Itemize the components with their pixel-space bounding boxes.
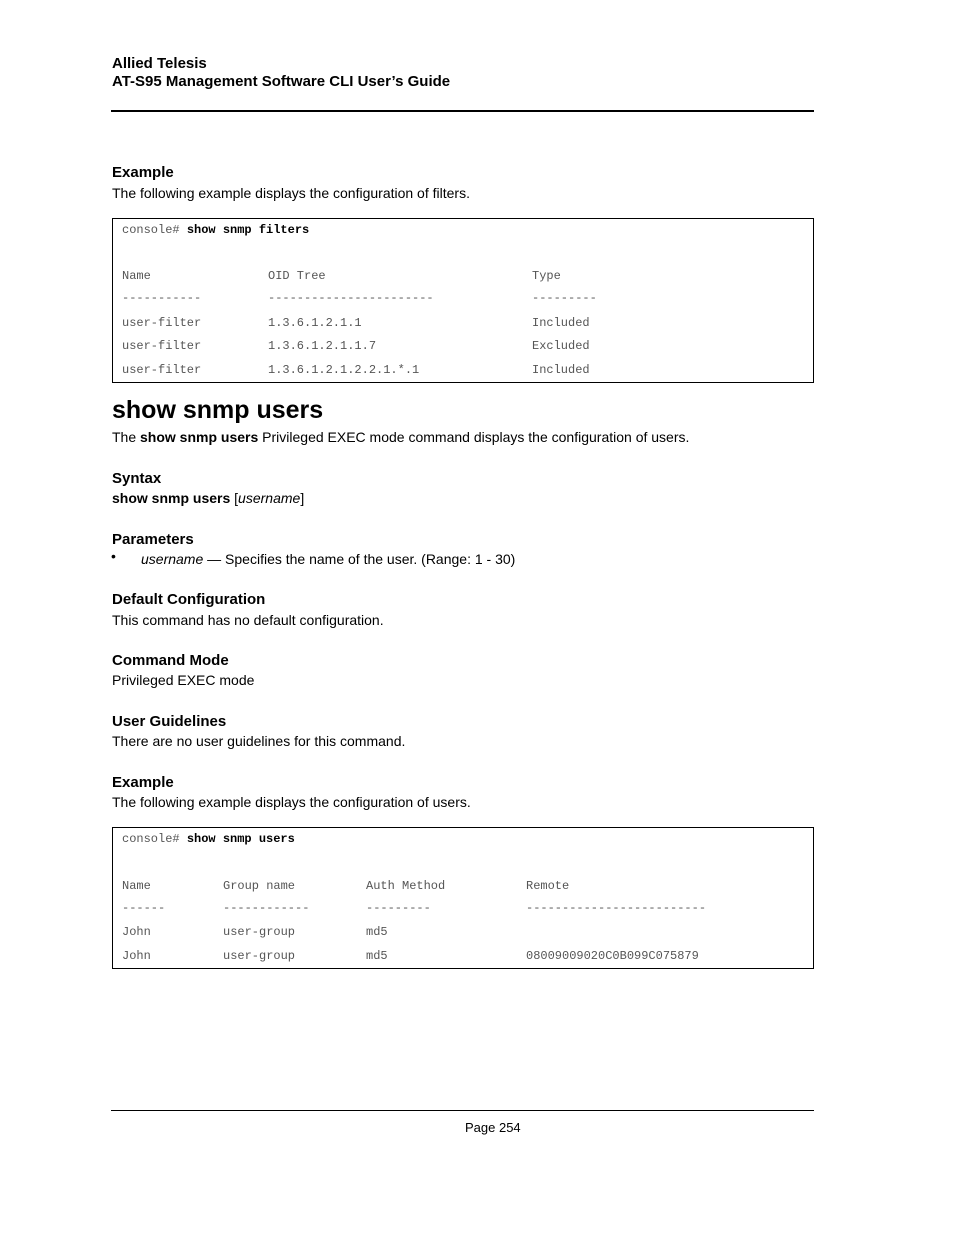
column-header: Group name (223, 879, 296, 893)
table-cell: Included (532, 316, 590, 330)
parameter-description: — Specifies the name of the user. (Range: 1 - 30) (203, 551, 516, 567)
table-cell: user-group (223, 925, 296, 939)
page-number: Page 254 (465, 1120, 521, 1135)
default-config-text: This command has no default configuration. (112, 612, 384, 628)
table-cell: user-filter (122, 316, 202, 330)
table-cell: 1.3.6.1.2.1.1 (268, 316, 362, 330)
section-title: show snmp users (112, 396, 324, 424)
table-cell: John (122, 925, 151, 939)
user-guidelines-text: There are no user guidelines for this command. (112, 733, 406, 749)
command-mode-heading: Command Mode (112, 652, 229, 669)
prompt: console# (122, 223, 180, 237)
guide-title: AT-S95 Management Software CLI User’s Guide (112, 73, 451, 90)
code-block-filters (112, 218, 814, 383)
column-divider: ----------- (122, 291, 202, 305)
syntax-line (112, 490, 304, 506)
column-divider: ------------ (223, 901, 310, 915)
table-cell: 08009009020C0B099C075879 (526, 949, 699, 963)
table-cell: user-group (223, 949, 296, 963)
table-cell: 1.3.6.1.2.1.2.2.1.*.1 (268, 363, 420, 377)
prompt: console# (122, 832, 180, 846)
bullet-icon: • (111, 548, 116, 564)
table-cell: md5 (366, 925, 388, 939)
column-divider: ------ (122, 901, 166, 915)
parameter-name: username (141, 551, 204, 567)
intro-command: show snmp users (140, 429, 259, 445)
example-text: The following example displays the configuration of users. (112, 794, 471, 810)
syntax-bracket-open: [ (230, 490, 239, 506)
command: show snmp users (186, 832, 295, 846)
table-cell: user-filter (122, 339, 202, 353)
column-divider: --------- (532, 291, 597, 305)
intro-paragraph (112, 429, 689, 445)
table-cell: John (122, 949, 151, 963)
parameter-item (141, 551, 515, 567)
column-header: OID Tree (268, 269, 326, 283)
command-line (122, 832, 295, 846)
syntax-bracket-close: ] (300, 490, 305, 506)
example-heading: Example (112, 774, 174, 791)
column-header: Type (532, 269, 561, 283)
command-mode-text: Privileged EXEC mode (112, 672, 255, 688)
column-divider: ------------------------- (526, 901, 707, 915)
column-divider: --------- (366, 901, 431, 915)
column-header: Name (122, 879, 151, 893)
command: show snmp filters (186, 223, 310, 237)
column-divider: ----------------------- (268, 291, 434, 305)
parameters-heading: Parameters (112, 531, 194, 548)
command-line (122, 223, 309, 237)
column-header: Auth Method (366, 879, 446, 893)
intro-suffix: Privileged EXEC mode command displays the configuration of users. (258, 429, 690, 445)
syntax-command: show snmp users (112, 490, 231, 506)
header-rule (111, 110, 814, 112)
intro-prefix: The (112, 429, 141, 445)
syntax-heading: Syntax (112, 470, 162, 487)
default-config-heading: Default Configuration (112, 591, 266, 608)
syntax-argument: username (238, 490, 301, 506)
code-block-users (112, 827, 814, 969)
table-cell: 1.3.6.1.2.1.1.7 (268, 339, 377, 353)
footer-rule (111, 1110, 814, 1111)
table-cell: Excluded (532, 339, 590, 353)
example-text: The following example displays the configuration of filters. (112, 185, 470, 201)
example-heading: Example (112, 164, 174, 181)
company-name: Allied Telesis (112, 55, 207, 72)
column-header: Name (122, 269, 151, 283)
table-cell: user-filter (122, 363, 202, 377)
column-header: Remote (526, 879, 570, 893)
user-guidelines-heading: User Guidelines (112, 713, 227, 730)
table-cell: md5 (366, 949, 388, 963)
table-cell: Included (532, 363, 590, 377)
